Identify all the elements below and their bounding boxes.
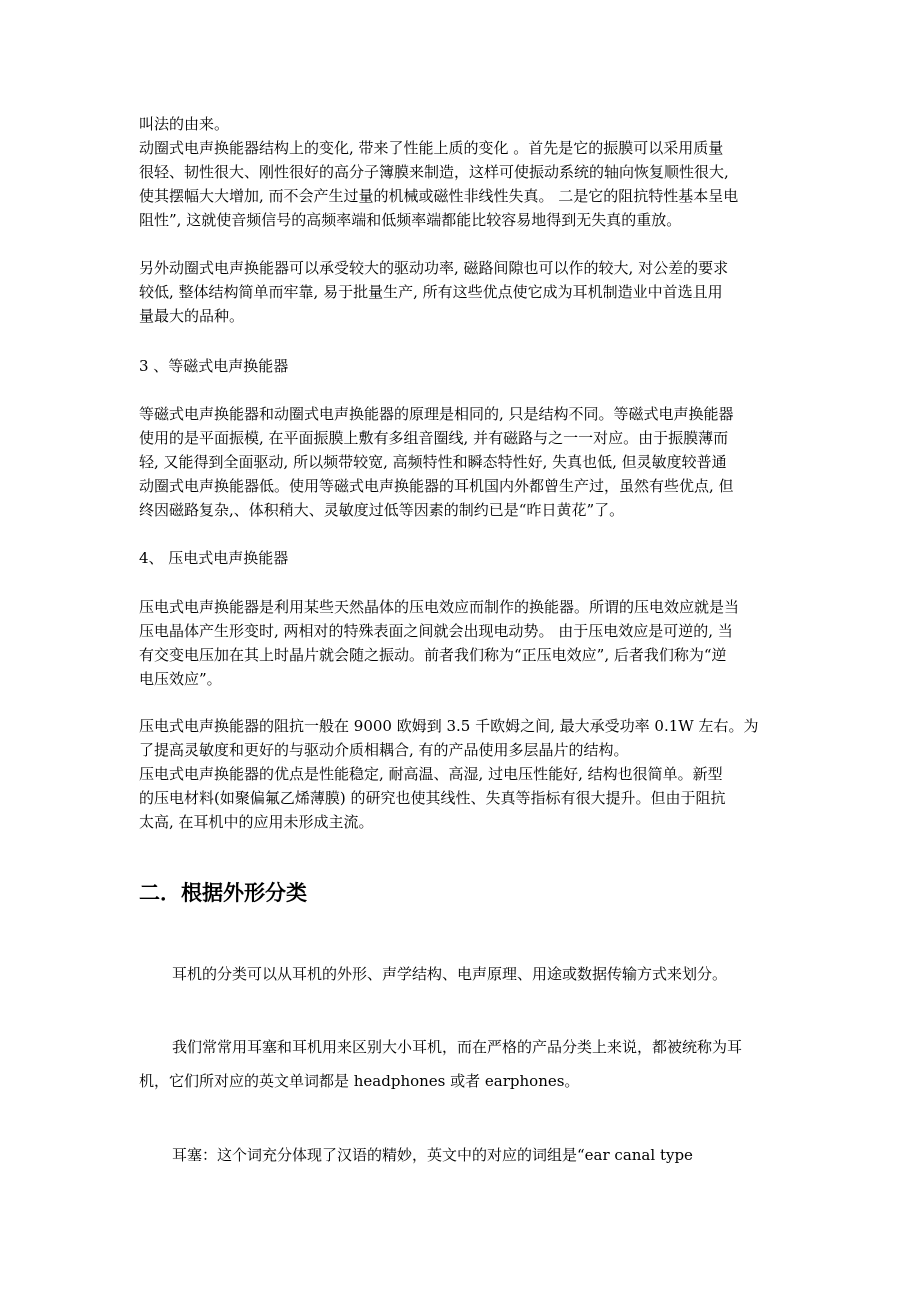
text-line: 有交变电压加在其上时晶片就会随之振动。前者我们称为“正压电效应”, 后者我们称为“逆 <box>139 646 727 664</box>
text-line: 电压效应”。 <box>139 670 222 688</box>
text-line: 的压电材料(如聚偏氟乙烯薄膜) 的研究也使其线性、失真等指标有很大提升。但由于阻抗 <box>139 789 726 807</box>
paragraph-piezoelectric-specs <box>139 714 789 834</box>
text-line: 太高, 在耳机中的应用未形成主流。 <box>139 813 374 831</box>
text-line: 终因磁路复杂,、体积稍大、灵敏度过低等因素的制约已是“昨日黄花”了。 <box>139 501 625 519</box>
text-line: 使其摆幅大大增加, 而不会产生过量的机械或磁性非线性失真。 二是它的阻抗特性基本呈电 <box>139 187 739 205</box>
paragraph-earbud-vs-headphone <box>139 1030 799 1098</box>
section-heading-shape-classification: 二．根据外形分类 <box>139 881 307 905</box>
text-line: 等磁式电声换能器和动圈式电声换能器的原理是相同的, 只是结构不同。等磁式电声换能器 <box>139 405 734 423</box>
paragraph-isodynamic <box>139 402 789 522</box>
text-line: 压电式电声换能器的阻抗一般在 9000 欧姆到 3.5 千欧姆之间, 最大承受功率 0.1W 左右。为 <box>139 717 759 735</box>
text-line: 压电式电声换能器是利用某些天然晶体的压电效应而制作的换能器。所谓的压电效应就是当 <box>139 598 740 616</box>
text-line: 轻, 又能得到全面驱动, 所以频带较宽, 高频特性和瞬态特性好, 失真也低, 但灵敏度较普通 <box>139 453 727 471</box>
paragraph-moving-coil-advantages <box>139 256 789 328</box>
paragraph-piezoelectric-effect <box>139 595 789 691</box>
text-line: 另外动圈式电声换能器可以承受较大的驱动功率, 磁路间隙也可以作的较大, 对公差的要求 <box>139 259 729 277</box>
text-line: 使用的是平面振模, 在平面振膜上敷有多组音圈线, 并有磁路与之一一对应。由于振膜薄而 <box>139 429 729 447</box>
text-line: 阻性”, 这就使音频信号的高频率端和低频率端都能比较容易地得到无失真的重放。 <box>139 211 682 229</box>
text-line: 很轻、韧性很大、刚性很好的高分子簿膜来制造，这样可使振动系统的轴向恢复顺性很大, <box>139 163 729 181</box>
text-line: 了提高灵敏度和更好的与驱动介质相耦合, 有的产品使用多层晶片的结构。 <box>139 741 629 759</box>
text-line: 我们常常用耳塞和耳机用来区别大小耳机，而在严格的产品分类上来说，都被统称为耳 <box>172 1038 743 1056</box>
text-line: 压电式电声换能器的优点是性能稳定, 耐高温、高湿, 过电压性能好, 结构也很简单。新型 <box>139 765 723 783</box>
text-line: 动圈式电声换能器低。使用等磁式电声换能器的耳机国内外都曾生产过，虽然有些优点, 但 <box>139 477 734 495</box>
text-line: 动圈式电声换能器结构上的变化, 带来了性能上质的变化 。首先是它的振膜可以采用质量 <box>139 139 724 157</box>
paragraph-moving-coil-change <box>139 112 789 232</box>
paragraph-earbud-definition: 耳塞：这个词充分体现了汉语的精妙，英文中的对应的词组是“ear canal type <box>172 1146 693 1164</box>
text-line: 量最大的品种。 <box>139 307 245 325</box>
text-line: 压电晶体产生形变时, 两相对的特殊表面之间就会出现电动势。 由于压电效应是可逆的, 当 <box>139 622 733 640</box>
text-line: 机，它们所对应的英文单词都是 headphones 或者 earphones。 <box>139 1072 580 1090</box>
section-title-piezoelectric: 4、 压电式电声换能器 <box>139 549 289 567</box>
text-line: 较低, 整体结构简单而牢靠, 易于批量生产, 所有这些优点使它成为耳机制造业中首选且用 <box>139 283 723 301</box>
section-title-isodynamic: 3 、等磁式电声换能器 <box>139 357 289 375</box>
paragraph-classification-methods: 耳机的分类可以从耳机的外形、声学结构、电声原理、用途或数据传输方式来划分。 <box>172 965 728 983</box>
text-line: 叫法的由来。 <box>139 115 230 133</box>
